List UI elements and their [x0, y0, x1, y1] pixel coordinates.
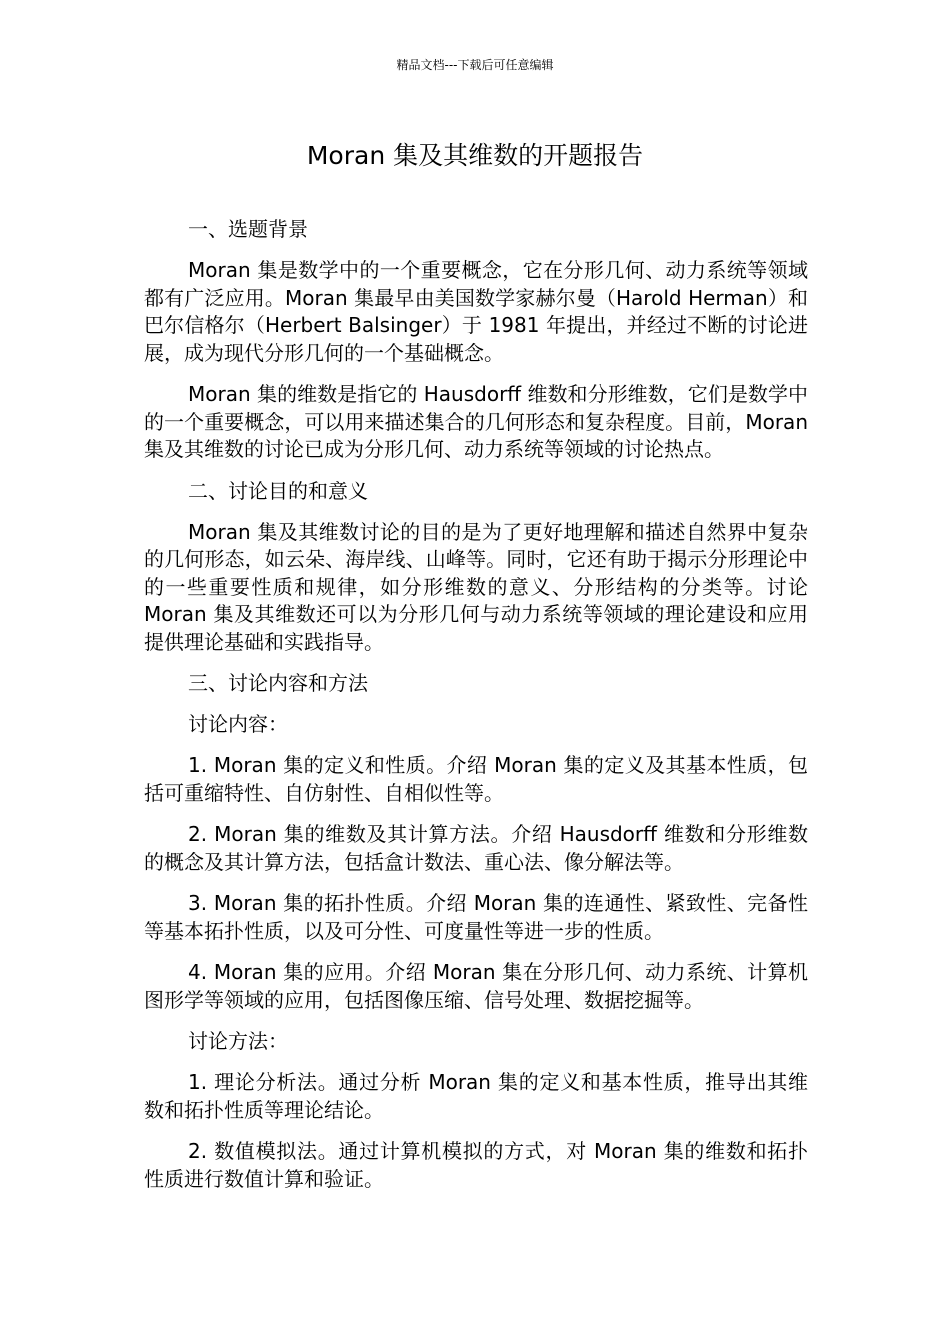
- content-item-2: 2. Moran 集的维数及其计算方法。介绍 Hausdorff 维数和分形维数的概念及其计算方法，包括盒计数法、重心法、像分解法等。: [144, 822, 808, 874]
- content-item-4: 4. Moran 集的应用。介绍 Moran 集在分形几何、动力系统、计算机图形学等领域的应用，包括图像压缩、信号处理、数据挖掘等。: [144, 960, 808, 1012]
- method-item-2: 2. 数值模拟法。通过计算机模拟的方式，对 Moran 集的维数和拓扑性质进行数值计算和验证。: [144, 1139, 808, 1191]
- section-heading-background: 一、选题背景: [188, 217, 308, 241]
- section-heading-content-method: 三、讨论内容和方法: [188, 671, 368, 695]
- purpose-paragraph: Moran 集及其维数讨论的目的是为了更好地理解和描述自然界中复杂的几何形态，如云朵、海岸线、山峰等。同时，它还有助于揭示分形理论中的一些重要性质和规律，如分形维数的意义、分形结构的分类等。讨论 Moran 集及其维数还可以为分形几何与动力系统等领域的理论建设和应用提供理论基础和实践指导。: [144, 519, 808, 654]
- content-item-1: 1. Moran 集的定义和性质。介绍 Moran 集的定义及其基本性质，包括可重缩特性、自仿射性、自相似性等。: [144, 753, 808, 805]
- section-heading-purpose: 二、讨论目的和意义: [188, 478, 368, 503]
- method-item-1: 1. 理论分析法。通过分析 Moran 集的定义和基本性质，推导出其维数和拓扑性质等理论结论。: [144, 1070, 808, 1122]
- background-paragraph-2: Moran 集的维数是指它的 Hausdorff 维数和分形维数，它们是数学中的一个重要概念，可以用来描述集合的几何形态和复杂程度。目前，Moran 集及其维数的讨论已成为分形几何、动力系统等领域的讨论热点。: [144, 382, 808, 461]
- document-title: Moran 集及其维数的开题报告: [306, 141, 644, 170]
- method-label: 讨论方法：: [188, 1029, 288, 1053]
- content-item-3: 3. Moran 集的拓扑性质。介绍 Moran 集的连通性、紧致性、完备性等基本拓扑性质，以及可分性、可度量性等进一步的性质。: [144, 891, 808, 943]
- document-body: [144, 216, 808, 1207]
- content-label: 讨论内容：: [188, 712, 288, 736]
- page-header: 精品文档---下载后可任意编辑: [396, 58, 554, 72]
- background-paragraph-1: Moran 集是数学中的一个重要概念，它在分形几何、动力系统等领域都有广泛应用。Moran 集最早由美国数学家赫尔曼（Harold Herman）和巴尔信格尔（Herbert Balsinger）于 1981 年提出，并经过不断的讨论进展，成为现代分形几何的一个基础概念。: [144, 258, 808, 365]
